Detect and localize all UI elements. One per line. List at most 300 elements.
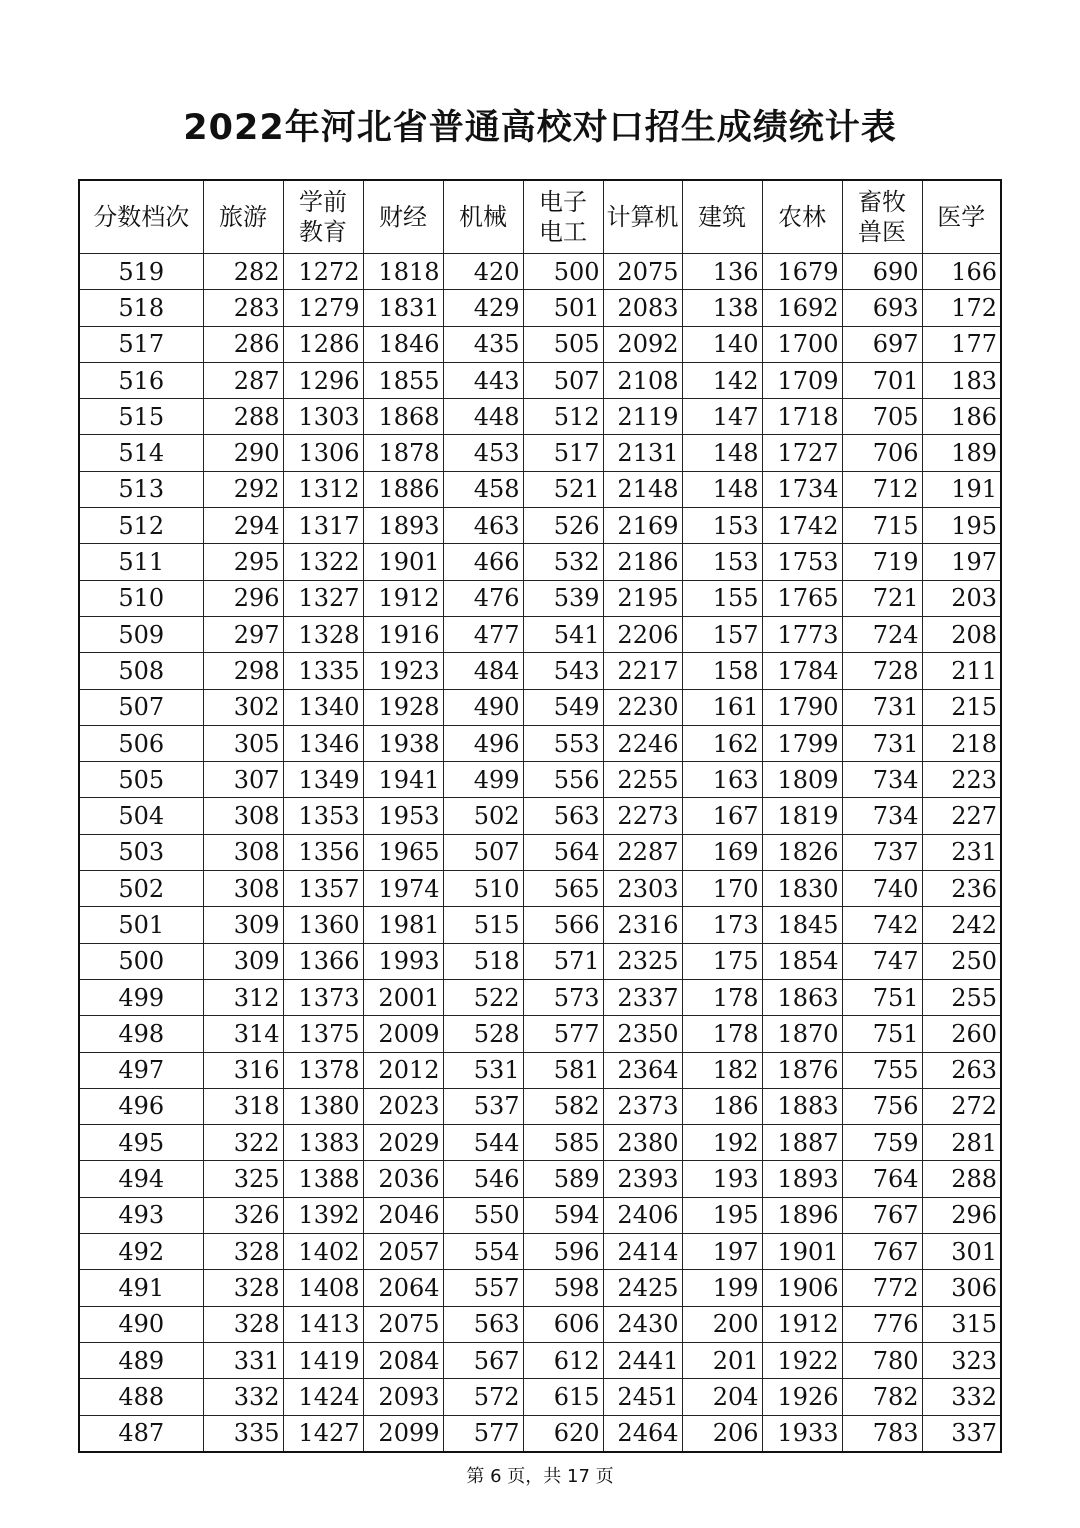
count-cell: 1317 bbox=[283, 508, 363, 544]
table-row bbox=[79, 362, 1001, 398]
table-row bbox=[79, 1379, 1001, 1415]
table-row bbox=[79, 1197, 1001, 1233]
count-cell: 295 bbox=[203, 544, 283, 580]
count-cell: 507 bbox=[443, 834, 523, 870]
table-row bbox=[79, 1415, 1001, 1452]
count-cell: 706 bbox=[842, 435, 922, 471]
count-cell: 1346 bbox=[283, 725, 363, 761]
count-cell: 573 bbox=[523, 979, 603, 1015]
count-cell: 476 bbox=[443, 580, 523, 616]
count-cell: 147 bbox=[682, 399, 762, 435]
table-row bbox=[79, 1234, 1001, 1270]
count-cell: 255 bbox=[922, 979, 1001, 1015]
count-cell: 565 bbox=[523, 871, 603, 907]
count-cell: 553 bbox=[523, 725, 603, 761]
count-cell: 169 bbox=[682, 834, 762, 870]
count-cell: 2451 bbox=[603, 1379, 682, 1415]
count-cell: 1784 bbox=[762, 653, 842, 689]
count-cell: 315 bbox=[922, 1306, 1001, 1342]
score-cell: 505 bbox=[79, 762, 203, 798]
count-cell: 331 bbox=[203, 1342, 283, 1378]
count-cell: 192 bbox=[682, 1125, 762, 1161]
count-cell: 1863 bbox=[762, 979, 842, 1015]
count-cell: 182 bbox=[682, 1052, 762, 1088]
table-row bbox=[79, 1052, 1001, 1088]
score-cell: 497 bbox=[79, 1052, 203, 1088]
count-cell: 2131 bbox=[603, 435, 682, 471]
count-cell: 2092 bbox=[603, 326, 682, 362]
count-cell: 499 bbox=[443, 762, 523, 798]
count-cell: 148 bbox=[682, 471, 762, 507]
count-cell: 594 bbox=[523, 1197, 603, 1233]
table-row bbox=[79, 834, 1001, 870]
count-cell: 1427 bbox=[283, 1415, 363, 1452]
count-cell: 1938 bbox=[363, 725, 443, 761]
count-cell: 2083 bbox=[603, 290, 682, 326]
count-cell: 1855 bbox=[363, 362, 443, 398]
count-cell: 2273 bbox=[603, 798, 682, 834]
count-cell: 308 bbox=[203, 798, 283, 834]
page-footer: 第 6 页，共 17 页 bbox=[466, 1466, 614, 1487]
count-cell: 172 bbox=[922, 290, 1001, 326]
count-cell: 2303 bbox=[603, 871, 682, 907]
count-cell: 2046 bbox=[363, 1197, 443, 1233]
count-cell: 564 bbox=[523, 834, 603, 870]
table-row bbox=[79, 1016, 1001, 1052]
count-cell: 158 bbox=[682, 653, 762, 689]
count-cell: 201 bbox=[682, 1342, 762, 1378]
count-cell: 742 bbox=[842, 907, 922, 943]
count-cell: 1887 bbox=[762, 1125, 842, 1161]
count-cell: 2195 bbox=[603, 580, 682, 616]
count-cell: 215 bbox=[922, 689, 1001, 725]
count-cell: 309 bbox=[203, 943, 283, 979]
count-cell: 2380 bbox=[603, 1125, 682, 1161]
count-cell: 1953 bbox=[363, 798, 443, 834]
count-cell: 1408 bbox=[283, 1270, 363, 1306]
count-cell: 337 bbox=[922, 1415, 1001, 1452]
count-cell: 724 bbox=[842, 616, 922, 652]
count-cell: 322 bbox=[203, 1125, 283, 1161]
count-cell: 544 bbox=[443, 1125, 523, 1161]
column-header: 农林 bbox=[762, 180, 842, 254]
count-cell: 1916 bbox=[363, 616, 443, 652]
count-cell: 2255 bbox=[603, 762, 682, 798]
count-cell: 305 bbox=[203, 725, 283, 761]
count-cell: 166 bbox=[922, 254, 1001, 290]
count-cell: 531 bbox=[443, 1052, 523, 1088]
score-table bbox=[78, 179, 1002, 1453]
count-cell: 734 bbox=[842, 798, 922, 834]
table-row bbox=[79, 544, 1001, 580]
count-cell: 2075 bbox=[363, 1306, 443, 1342]
count-cell: 737 bbox=[842, 834, 922, 870]
count-cell: 1378 bbox=[283, 1052, 363, 1088]
page-title: 2022年河北省普通高校对口招生成绩统计表 bbox=[183, 108, 897, 148]
count-cell: 1742 bbox=[762, 508, 842, 544]
count-cell: 2001 bbox=[363, 979, 443, 1015]
count-cell: 500 bbox=[523, 254, 603, 290]
score-cell: 503 bbox=[79, 834, 203, 870]
count-cell: 764 bbox=[842, 1161, 922, 1197]
count-cell: 721 bbox=[842, 580, 922, 616]
count-cell: 1941 bbox=[363, 762, 443, 798]
count-cell: 199 bbox=[682, 1270, 762, 1306]
count-cell: 705 bbox=[842, 399, 922, 435]
count-cell: 712 bbox=[842, 471, 922, 507]
score-cell: 493 bbox=[79, 1197, 203, 1233]
count-cell: 290 bbox=[203, 435, 283, 471]
count-cell: 458 bbox=[443, 471, 523, 507]
count-cell: 522 bbox=[443, 979, 523, 1015]
count-cell: 218 bbox=[922, 725, 1001, 761]
count-cell: 577 bbox=[523, 1016, 603, 1052]
score-cell: 502 bbox=[79, 871, 203, 907]
count-cell: 296 bbox=[203, 580, 283, 616]
score-cell: 491 bbox=[79, 1270, 203, 1306]
count-cell: 193 bbox=[682, 1161, 762, 1197]
score-cell: 510 bbox=[79, 580, 203, 616]
count-cell: 170 bbox=[682, 871, 762, 907]
score-cell: 498 bbox=[79, 1016, 203, 1052]
score-cell: 511 bbox=[79, 544, 203, 580]
count-cell: 1718 bbox=[762, 399, 842, 435]
count-cell: 167 bbox=[682, 798, 762, 834]
table-body bbox=[79, 254, 1001, 1452]
table-row bbox=[79, 1306, 1001, 1342]
count-cell: 518 bbox=[443, 943, 523, 979]
count-cell: 161 bbox=[682, 689, 762, 725]
table-row bbox=[79, 399, 1001, 435]
count-cell: 1380 bbox=[283, 1088, 363, 1124]
count-cell: 585 bbox=[523, 1125, 603, 1161]
count-cell: 1819 bbox=[762, 798, 842, 834]
table-row bbox=[79, 435, 1001, 471]
count-cell: 1303 bbox=[283, 399, 363, 435]
count-cell: 1306 bbox=[283, 435, 363, 471]
count-cell: 227 bbox=[922, 798, 1001, 834]
count-cell: 731 bbox=[842, 725, 922, 761]
count-cell: 272 bbox=[922, 1088, 1001, 1124]
table-row bbox=[79, 290, 1001, 326]
count-cell: 1893 bbox=[762, 1161, 842, 1197]
count-cell: 2430 bbox=[603, 1306, 682, 1342]
count-cell: 549 bbox=[523, 689, 603, 725]
count-cell: 556 bbox=[523, 762, 603, 798]
score-cell: 501 bbox=[79, 907, 203, 943]
table-row bbox=[79, 326, 1001, 362]
count-cell: 308 bbox=[203, 834, 283, 870]
score-cell: 492 bbox=[79, 1234, 203, 1270]
table-row bbox=[79, 1088, 1001, 1124]
count-cell: 1279 bbox=[283, 290, 363, 326]
table-row bbox=[79, 254, 1001, 290]
count-cell: 195 bbox=[682, 1197, 762, 1233]
count-cell: 263 bbox=[922, 1052, 1001, 1088]
count-cell: 309 bbox=[203, 907, 283, 943]
table-row bbox=[79, 1342, 1001, 1378]
count-cell: 1356 bbox=[283, 834, 363, 870]
count-cell: 1993 bbox=[363, 943, 443, 979]
count-cell: 448 bbox=[443, 399, 523, 435]
count-cell: 292 bbox=[203, 471, 283, 507]
count-cell: 2057 bbox=[363, 1234, 443, 1270]
count-cell: 282 bbox=[203, 254, 283, 290]
count-cell: 186 bbox=[682, 1088, 762, 1124]
count-cell: 1878 bbox=[363, 435, 443, 471]
score-cell: 508 bbox=[79, 653, 203, 689]
count-cell: 2373 bbox=[603, 1088, 682, 1124]
count-cell: 136 bbox=[682, 254, 762, 290]
table-row bbox=[79, 653, 1001, 689]
count-cell: 203 bbox=[922, 580, 1001, 616]
count-cell: 507 bbox=[523, 362, 603, 398]
score-cell: 489 bbox=[79, 1342, 203, 1378]
count-cell: 484 bbox=[443, 653, 523, 689]
score-cell: 518 bbox=[79, 290, 203, 326]
count-cell: 2217 bbox=[603, 653, 682, 689]
count-cell: 772 bbox=[842, 1270, 922, 1306]
count-cell: 563 bbox=[443, 1306, 523, 1342]
count-cell: 496 bbox=[443, 725, 523, 761]
count-cell: 1912 bbox=[762, 1306, 842, 1342]
count-cell: 563 bbox=[523, 798, 603, 834]
count-cell: 1383 bbox=[283, 1125, 363, 1161]
count-cell: 1965 bbox=[363, 834, 443, 870]
count-cell: 1727 bbox=[762, 435, 842, 471]
count-cell: 1402 bbox=[283, 1234, 363, 1270]
count-cell: 701 bbox=[842, 362, 922, 398]
count-cell: 1846 bbox=[363, 326, 443, 362]
count-cell: 526 bbox=[523, 508, 603, 544]
count-cell: 429 bbox=[443, 290, 523, 326]
count-cell: 751 bbox=[842, 1016, 922, 1052]
count-cell: 1424 bbox=[283, 1379, 363, 1415]
count-cell: 1854 bbox=[762, 943, 842, 979]
count-cell: 2350 bbox=[603, 1016, 682, 1052]
count-cell: 208 bbox=[922, 616, 1001, 652]
count-cell: 1765 bbox=[762, 580, 842, 616]
table-row bbox=[79, 508, 1001, 544]
count-cell: 2108 bbox=[603, 362, 682, 398]
count-cell: 1327 bbox=[283, 580, 363, 616]
count-cell: 189 bbox=[922, 435, 1001, 471]
count-cell: 178 bbox=[682, 1016, 762, 1052]
count-cell: 463 bbox=[443, 508, 523, 544]
count-cell: 2246 bbox=[603, 725, 682, 761]
table-row bbox=[79, 1270, 1001, 1306]
count-cell: 697 bbox=[842, 326, 922, 362]
count-cell: 308 bbox=[203, 871, 283, 907]
count-cell: 2119 bbox=[603, 399, 682, 435]
table-row bbox=[79, 943, 1001, 979]
count-cell: 294 bbox=[203, 508, 283, 544]
score-cell: 494 bbox=[79, 1161, 203, 1197]
count-cell: 690 bbox=[842, 254, 922, 290]
count-cell: 1773 bbox=[762, 616, 842, 652]
count-cell: 1818 bbox=[363, 254, 443, 290]
count-cell: 577 bbox=[443, 1415, 523, 1452]
count-cell: 1753 bbox=[762, 544, 842, 580]
count-cell: 1845 bbox=[762, 907, 842, 943]
count-cell: 287 bbox=[203, 362, 283, 398]
count-cell: 719 bbox=[842, 544, 922, 580]
count-cell: 2084 bbox=[363, 1342, 443, 1378]
count-cell: 2441 bbox=[603, 1342, 682, 1378]
count-cell: 1353 bbox=[283, 798, 363, 834]
score-cell: 495 bbox=[79, 1125, 203, 1161]
count-cell: 242 bbox=[922, 907, 1001, 943]
count-cell: 571 bbox=[523, 943, 603, 979]
count-cell: 693 bbox=[842, 290, 922, 326]
count-cell: 543 bbox=[523, 653, 603, 689]
count-cell: 153 bbox=[682, 544, 762, 580]
count-cell: 1366 bbox=[283, 943, 363, 979]
column-header: 医学 bbox=[922, 180, 1001, 254]
count-cell: 260 bbox=[922, 1016, 1001, 1052]
count-cell: 2009 bbox=[363, 1016, 443, 1052]
score-cell: 512 bbox=[79, 508, 203, 544]
count-cell: 1375 bbox=[283, 1016, 363, 1052]
count-cell: 767 bbox=[842, 1197, 922, 1233]
count-cell: 554 bbox=[443, 1234, 523, 1270]
count-cell: 612 bbox=[523, 1342, 603, 1378]
count-cell: 596 bbox=[523, 1234, 603, 1270]
count-cell: 1830 bbox=[762, 871, 842, 907]
count-cell: 2364 bbox=[603, 1052, 682, 1088]
count-cell: 183 bbox=[922, 362, 1001, 398]
score-cell: 509 bbox=[79, 616, 203, 652]
column-header: 分数档次 bbox=[79, 180, 203, 254]
table-row bbox=[79, 1161, 1001, 1197]
count-cell: 178 bbox=[682, 979, 762, 1015]
count-cell: 1373 bbox=[283, 979, 363, 1015]
count-cell: 186 bbox=[922, 399, 1001, 435]
count-cell: 1312 bbox=[283, 471, 363, 507]
count-cell: 1974 bbox=[363, 871, 443, 907]
table-row bbox=[79, 907, 1001, 943]
count-cell: 1809 bbox=[762, 762, 842, 798]
count-cell: 2464 bbox=[603, 1415, 682, 1452]
count-cell: 517 bbox=[523, 435, 603, 471]
table-header-row bbox=[79, 180, 1001, 254]
count-cell: 2230 bbox=[603, 689, 682, 725]
count-cell: 1906 bbox=[762, 1270, 842, 1306]
count-cell: 755 bbox=[842, 1052, 922, 1088]
count-cell: 740 bbox=[842, 871, 922, 907]
count-cell: 715 bbox=[842, 508, 922, 544]
count-cell: 316 bbox=[203, 1052, 283, 1088]
count-cell: 435 bbox=[443, 326, 523, 362]
count-cell: 420 bbox=[443, 254, 523, 290]
table-row bbox=[79, 1125, 1001, 1161]
count-cell: 1700 bbox=[762, 326, 842, 362]
table-row bbox=[79, 616, 1001, 652]
count-cell: 2406 bbox=[603, 1197, 682, 1233]
count-cell: 328 bbox=[203, 1270, 283, 1306]
count-cell: 1883 bbox=[762, 1088, 842, 1124]
column-header: 计算机 bbox=[603, 180, 682, 254]
score-cell: 496 bbox=[79, 1088, 203, 1124]
count-cell: 1692 bbox=[762, 290, 842, 326]
count-cell: 1296 bbox=[283, 362, 363, 398]
count-cell: 328 bbox=[203, 1234, 283, 1270]
count-cell: 1340 bbox=[283, 689, 363, 725]
score-cell: 499 bbox=[79, 979, 203, 1015]
count-cell: 314 bbox=[203, 1016, 283, 1052]
count-cell: 582 bbox=[523, 1088, 603, 1124]
count-cell: 318 bbox=[203, 1088, 283, 1124]
count-cell: 2287 bbox=[603, 834, 682, 870]
count-cell: 505 bbox=[523, 326, 603, 362]
count-cell: 1831 bbox=[363, 290, 443, 326]
count-cell: 157 bbox=[682, 616, 762, 652]
count-cell: 236 bbox=[922, 871, 1001, 907]
count-cell: 466 bbox=[443, 544, 523, 580]
count-cell: 1360 bbox=[283, 907, 363, 943]
count-cell: 325 bbox=[203, 1161, 283, 1197]
score-cell: 490 bbox=[79, 1306, 203, 1342]
count-cell: 2012 bbox=[363, 1052, 443, 1088]
count-cell: 1886 bbox=[363, 471, 443, 507]
table-row bbox=[79, 871, 1001, 907]
table-row bbox=[79, 979, 1001, 1015]
score-cell: 519 bbox=[79, 254, 203, 290]
count-cell: 206 bbox=[682, 1415, 762, 1452]
count-cell: 1679 bbox=[762, 254, 842, 290]
count-cell: 2186 bbox=[603, 544, 682, 580]
count-cell: 1734 bbox=[762, 471, 842, 507]
count-cell: 546 bbox=[443, 1161, 523, 1197]
count-cell: 2393 bbox=[603, 1161, 682, 1197]
count-cell: 283 bbox=[203, 290, 283, 326]
count-cell: 731 bbox=[842, 689, 922, 725]
count-cell: 2099 bbox=[363, 1415, 443, 1452]
count-cell: 1922 bbox=[762, 1342, 842, 1378]
count-cell: 312 bbox=[203, 979, 283, 1015]
count-cell: 2337 bbox=[603, 979, 682, 1015]
count-cell: 1335 bbox=[283, 653, 363, 689]
score-cell: 515 bbox=[79, 399, 203, 435]
count-cell: 537 bbox=[443, 1088, 523, 1124]
count-cell: 501 bbox=[523, 290, 603, 326]
score-cell: 504 bbox=[79, 798, 203, 834]
count-cell: 1790 bbox=[762, 689, 842, 725]
count-cell: 332 bbox=[922, 1379, 1001, 1415]
count-cell: 288 bbox=[922, 1161, 1001, 1197]
score-cell: 513 bbox=[79, 471, 203, 507]
count-cell: 2029 bbox=[363, 1125, 443, 1161]
count-cell: 620 bbox=[523, 1415, 603, 1452]
count-cell: 173 bbox=[682, 907, 762, 943]
count-cell: 510 bbox=[443, 871, 523, 907]
count-cell: 1392 bbox=[283, 1197, 363, 1233]
count-cell: 328 bbox=[203, 1306, 283, 1342]
count-cell: 297 bbox=[203, 616, 283, 652]
count-cell: 1901 bbox=[762, 1234, 842, 1270]
count-cell: 335 bbox=[203, 1415, 283, 1452]
count-cell: 148 bbox=[682, 435, 762, 471]
count-cell: 512 bbox=[523, 399, 603, 435]
count-cell: 162 bbox=[682, 725, 762, 761]
count-cell: 1419 bbox=[283, 1342, 363, 1378]
count-cell: 598 bbox=[523, 1270, 603, 1306]
count-cell: 1709 bbox=[762, 362, 842, 398]
count-cell: 195 bbox=[922, 508, 1001, 544]
count-cell: 2425 bbox=[603, 1270, 682, 1306]
count-cell: 1923 bbox=[363, 653, 443, 689]
count-cell: 332 bbox=[203, 1379, 283, 1415]
